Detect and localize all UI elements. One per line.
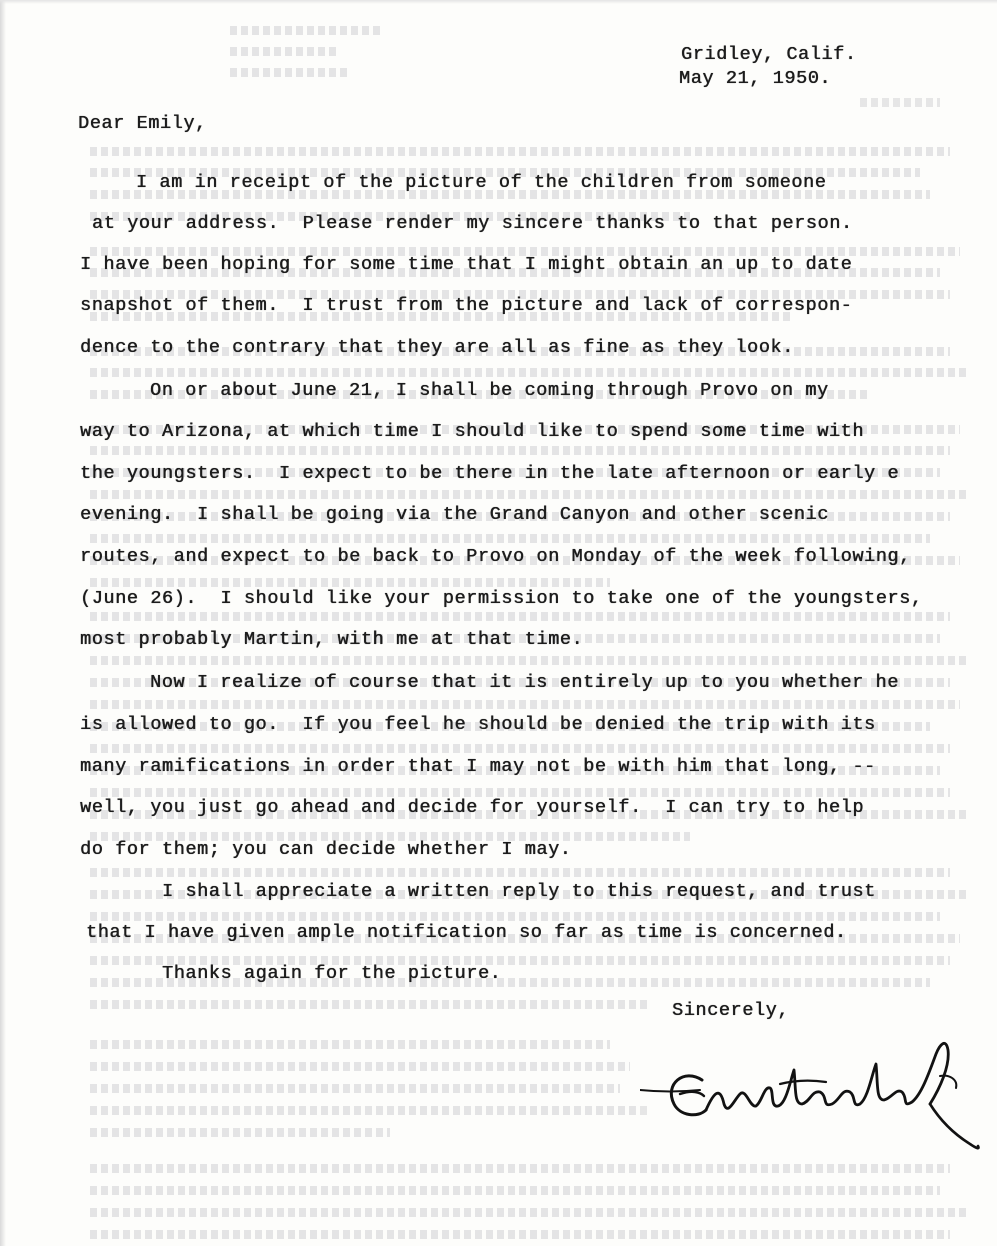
letter-line: Now I realize of course that it is entirely up to you whether he (150, 672, 899, 693)
letter-line: I shall appreciate a written reply to this request, and trust (162, 881, 876, 902)
letter-closing: Sincerely, (672, 1000, 790, 1021)
letter-date: May 21, 1950. (679, 68, 832, 89)
letter-line: is allowed to go. If you feel he should be denied the trip with its (80, 714, 876, 735)
letter-line: I am in receipt of the picture of the children from someone (136, 172, 827, 193)
letter-line: well, you just go ahead and decide for yourself. I can try to help (80, 797, 865, 818)
letter-line: I have been hoping for some time that I might obtain an up to date (80, 254, 853, 275)
letter-line: many ramifications in order that I may not be with him that long, -- (80, 756, 876, 777)
letter-line: do for them; you can decide whether I may. (80, 839, 572, 860)
letter-line: at your address. Please render my sincere thanks to that person. (92, 213, 853, 234)
handwritten-signature (640, 1030, 980, 1160)
letter-line: that I have given ample notification so far as time is concerned. (86, 922, 847, 943)
letter-line: Thanks again for the picture. (162, 963, 502, 984)
letter-line: dence to the contrary that they are all as fine as they look. (80, 337, 794, 358)
letter-line: snapshot of them. I trust from the picture and lack of correspon- (80, 295, 853, 316)
letter-line: evening. I shall be going via the Grand Canyon and other scenic (80, 504, 829, 525)
letter-line: way to Arizona, at which time I should like to spend some time with (80, 421, 865, 442)
letter-line: On or about June 21, I shall be coming through Provo on my (150, 380, 829, 401)
letter-place: Gridley, Calif. (681, 44, 857, 65)
letter-line: the youngsters. I expect to be there in the late afternoon or early e (80, 463, 900, 484)
letter-line: most probably Martin, with me at that time. (80, 629, 584, 650)
letter-salutation: Dear Emily, (78, 113, 207, 134)
letter-line: routes, and expect to be back to Provo on Monday of the week following, (80, 546, 911, 567)
letter-line: (June 26). I should like your permission to take one of the youngsters, (80, 588, 923, 609)
